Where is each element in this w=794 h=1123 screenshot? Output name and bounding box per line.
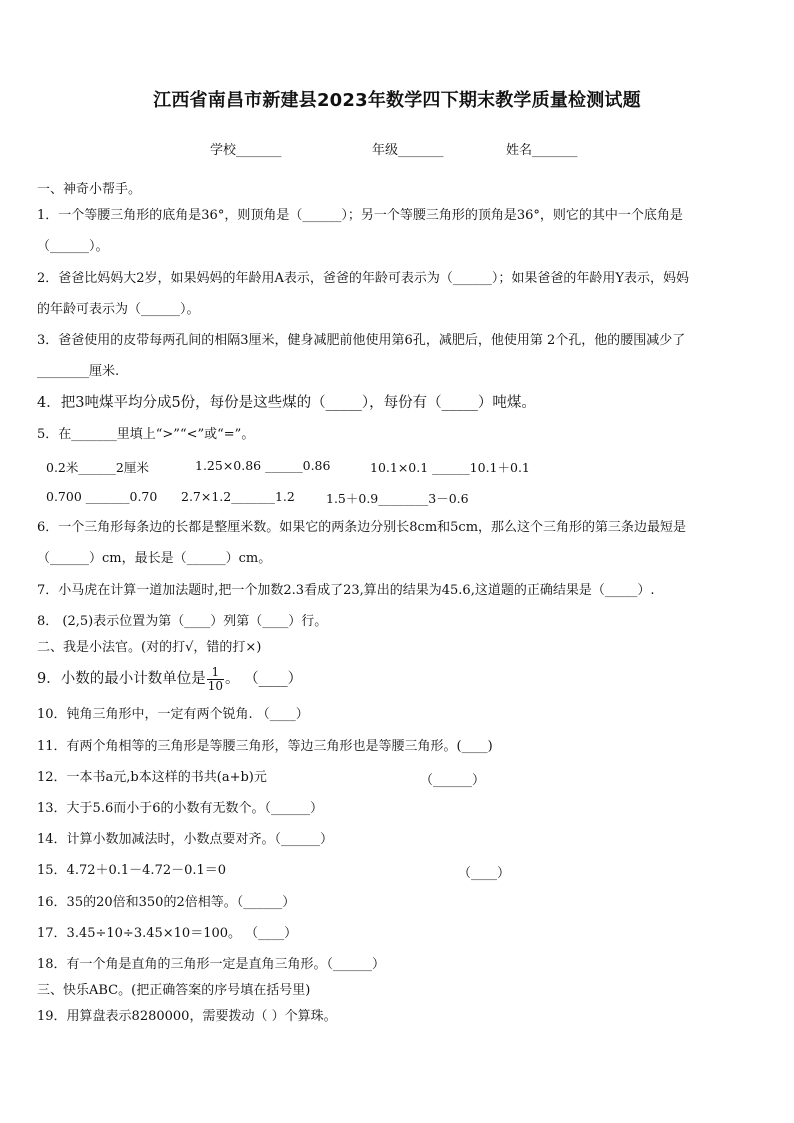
question-10: 10．钝角三角形中，一定有两个锐角. （____） — [37, 707, 309, 722]
question-6-line-1: 6．一个三角形每条边的长都是整厘米数。如果它的两条边分别长8cm和5cm，那么这个三角形的第三条边最短是 — [37, 520, 687, 535]
question-8: 8． (2,5)表示位置为第（____）列第（____）行。 — [37, 614, 328, 629]
compare-item: 10.1×0.1 ______10.1＋0.1 — [370, 460, 530, 475]
compare-item: 1.5＋0.9________3－0.6 — [326, 491, 469, 506]
question-9 — [37, 664, 302, 694]
question-6-line-2: （______）cm，最长是（______）cm。 — [37, 551, 272, 566]
question-7: 7．小马虎在计算一道加法题时,把一个加数2.3看成了23,算出的结果为45.6,这道题的正确结果是（_____）. — [37, 583, 655, 598]
question-15-answer: （____） — [458, 866, 511, 881]
name-field[interactable]: 姓名_______ — [506, 143, 578, 158]
question-17: 17．3.45÷10÷3.45×10＝100。 （____） — [37, 926, 298, 941]
question-13: 13．大于5.6而小于6的小数有无数个。（______） — [37, 801, 323, 816]
page-title: 江西省南昌市新建县2023年数学四下期末教学质量检测试题 — [153, 90, 641, 111]
question-3-line-2: ________厘米. — [37, 364, 120, 379]
question-1-line-1: 1．一个等腰三角形的底角是36°，则顶角是（______）；另一个等腰三角形的顶角是36°，则它的其中一个底角是 — [37, 208, 683, 223]
question-14: 14．计算小数加减法时，小数点要对齐。（______） — [37, 832, 334, 847]
section-1-heading: 一、神奇小帮手。 — [37, 182, 142, 197]
question-12-answer: （______） — [420, 773, 486, 788]
question-2-line-2: 的年龄可表示为（______）。 — [37, 302, 200, 317]
section-2-heading: 二、我是小法官。(对的打√，错的打×) — [37, 640, 262, 655]
question-16: 16．35的20倍和350的2倍相等。（______） — [37, 895, 296, 910]
compare-item: 0.2米______2厘米 — [46, 460, 149, 475]
question-4: 4．把3吨煤平均分成5份，每份是这些煤的（_____），每份有（_____）吨煤。 — [37, 395, 536, 411]
question-5: 5．在_______里填上“>”“<”或“=”。 — [37, 427, 255, 442]
compare-item: 2.7×1.2_______1.2 — [181, 489, 295, 504]
fraction — [207, 666, 224, 693]
question-3-line-1: 3．爸爸使用的皮带每两孔间的相隔3厘米，健身减肥前他使用第6孔，减肥后，他使用第 2个孔，他的腰围减少了 — [37, 333, 686, 348]
compare-item: 0.700 _______0.70 — [46, 489, 158, 504]
question-18: 18．有一个角是直角的三角形一定是直角三角形。（______） — [37, 957, 386, 972]
grade-field[interactable]: 年级_______ — [372, 143, 444, 158]
question-9-answer: 。 （____） — [225, 671, 303, 687]
question-19: 19．用算盘表示8280000，需要拨动（ ）个算珠。 — [37, 1009, 337, 1024]
question-1-line-2: （______）。 — [37, 239, 109, 254]
section-3-heading: 三、快乐ABC。(把正确答案的序号填在括号里) — [37, 983, 311, 998]
fraction-numerator: 1 — [207, 666, 224, 680]
question-2-line-1: 2．爸爸比妈妈大2岁，如果妈妈的年龄用A表示，爸爸的年龄可表示为（______）；如果爸爸的年龄用Y表示，妈妈 — [37, 271, 690, 286]
compare-item: 1.25×0.86 ______0.86 — [195, 458, 331, 473]
question-11: 11．有两个角相等的三角形是等腰三角形，等边三角形也是等腰三角形。(____) — [37, 739, 493, 754]
fraction-denominator: 10 — [207, 678, 224, 693]
school-field[interactable]: 学校_______ — [210, 143, 282, 158]
question-12: 12．一本书a元,b本这样的书共(a+b)元 — [37, 770, 267, 785]
question-9-text: 9．小数的最小计数单位是 — [37, 671, 206, 687]
question-15: 15．4.72＋0.1－4.72－0.1＝0 — [37, 863, 227, 878]
